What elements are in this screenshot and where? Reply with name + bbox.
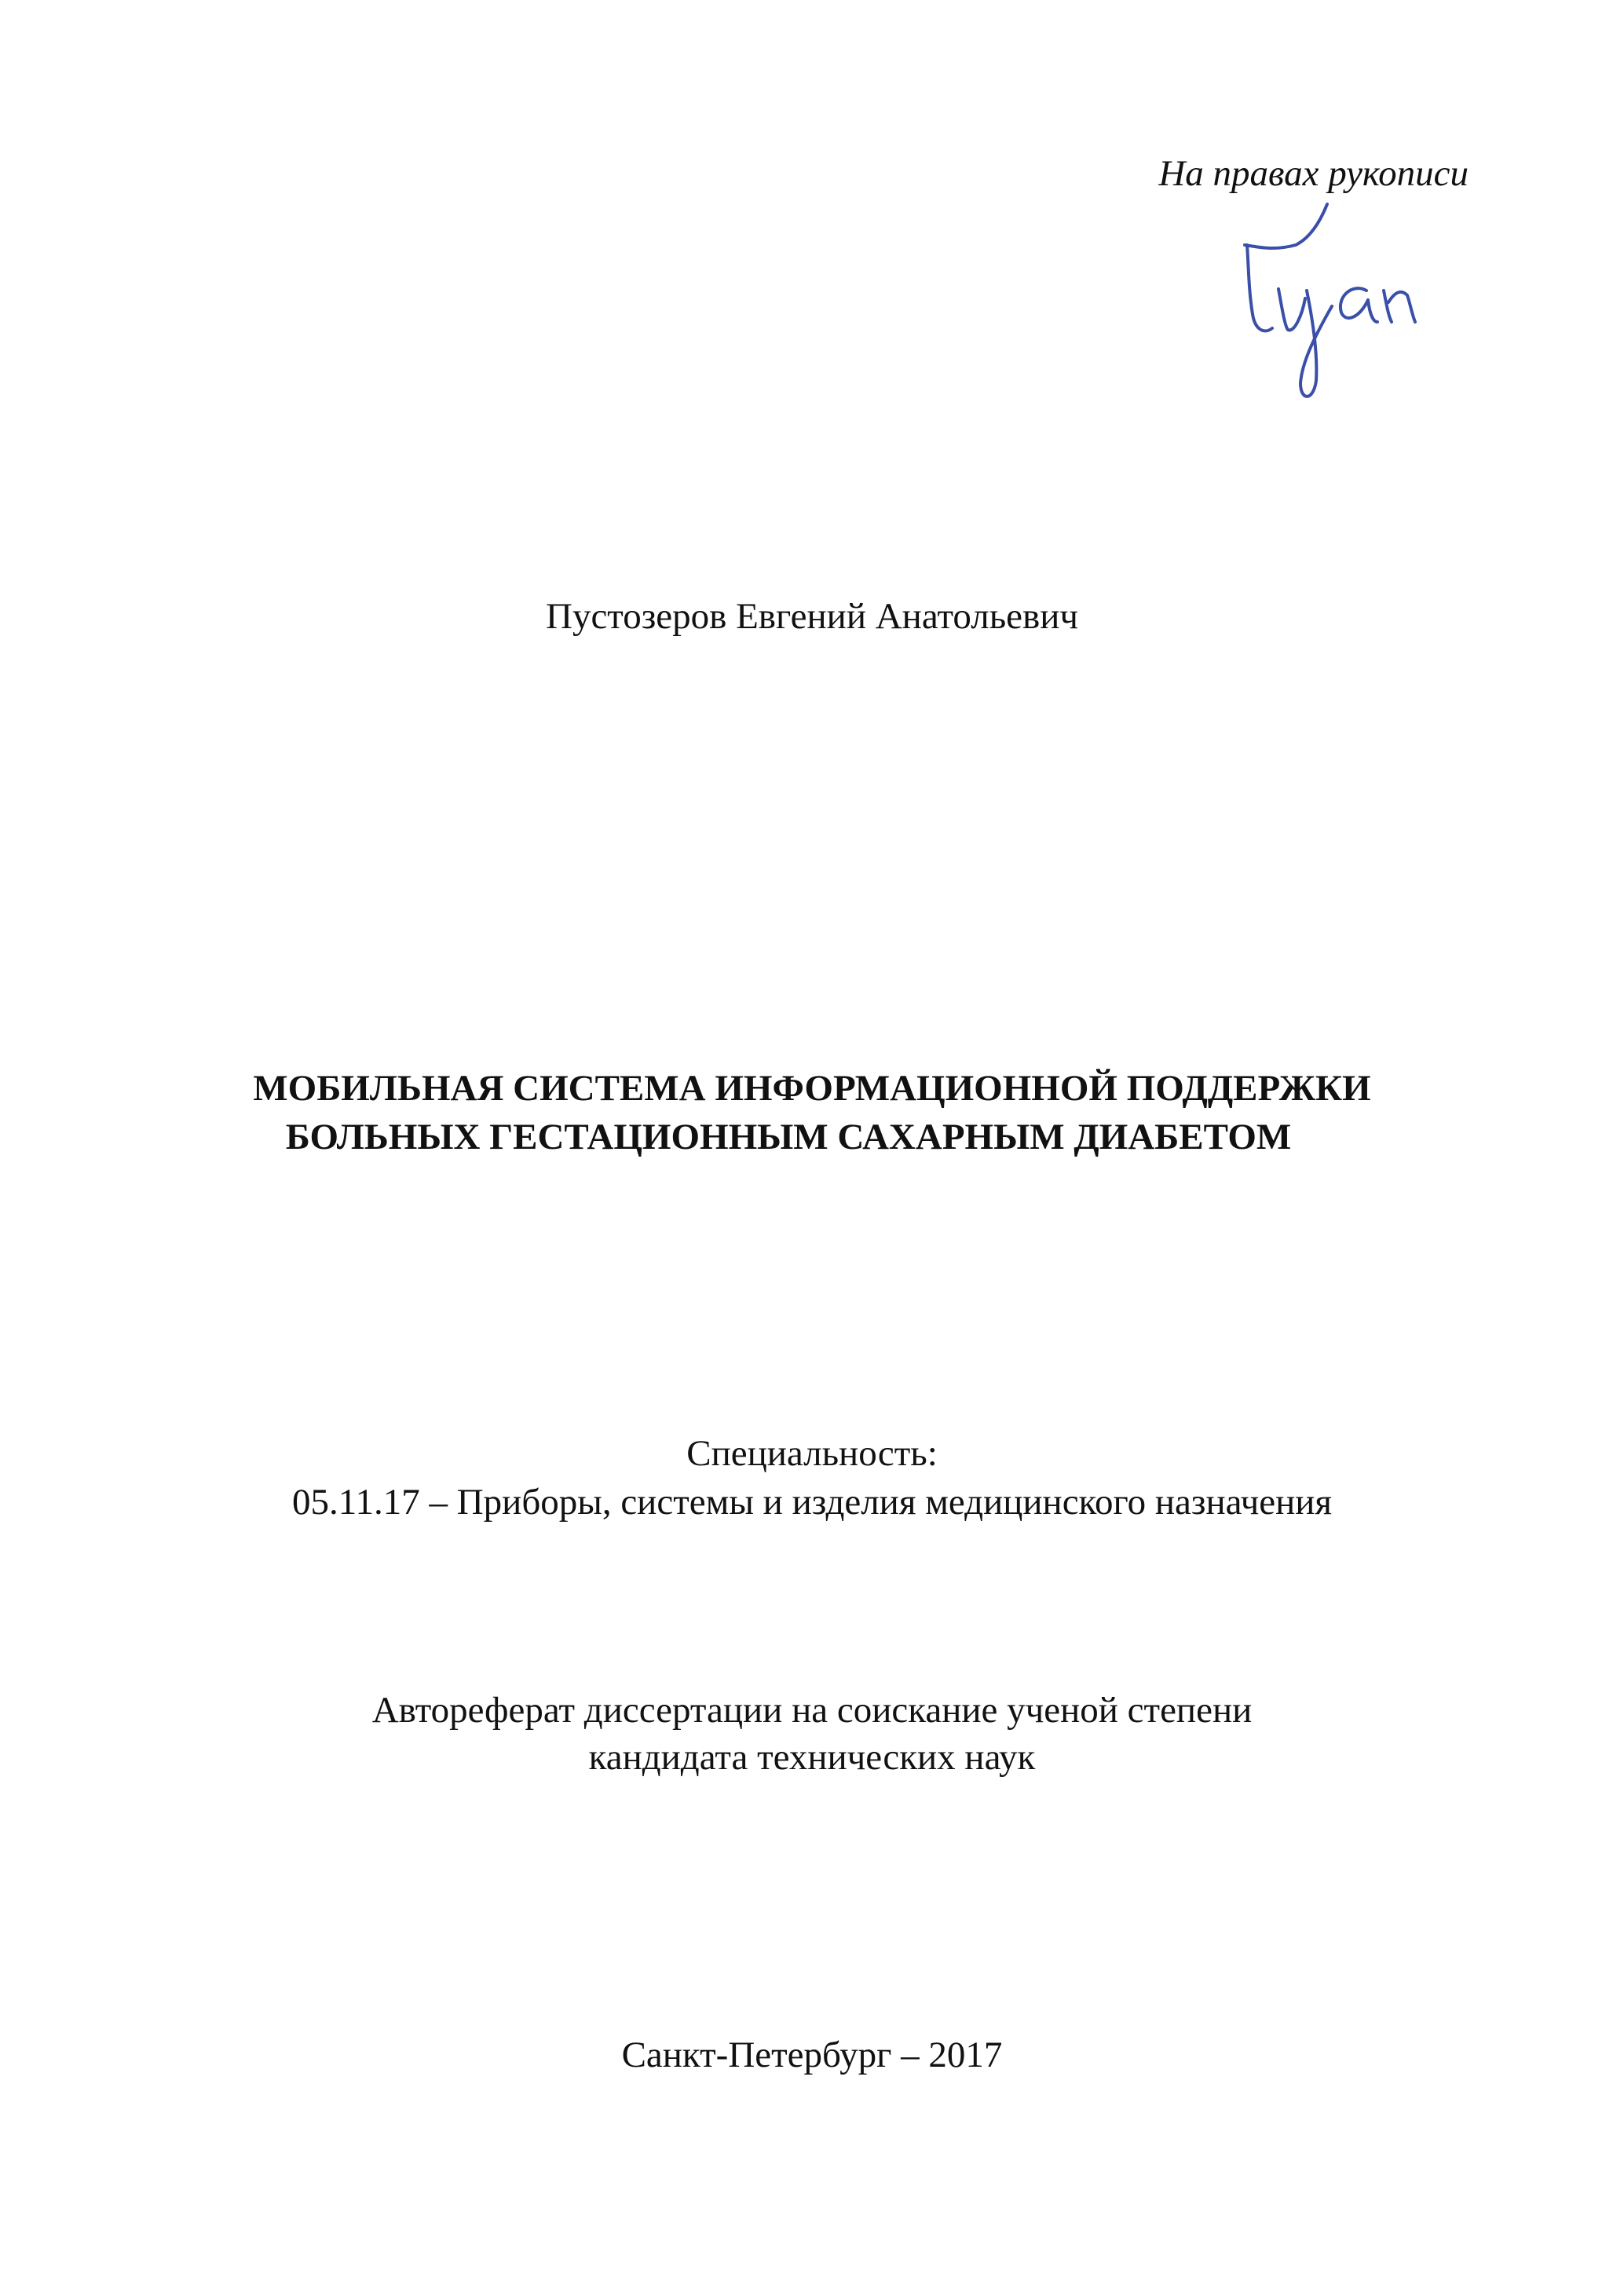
abstract-line-2: кандидата технических наук xyxy=(588,1737,1036,1778)
title-line-2: БОЛЬНЫХ ГЕСТАЦИОННЫМ САХАРНЫМ ДИАБЕТОМ xyxy=(285,1117,1292,1157)
abstract-line-1: Автореферат диссертации на соискание ученой степени xyxy=(371,1690,1253,1731)
handwritten-signature xyxy=(1139,196,1547,416)
rights-note: На правах рукописи xyxy=(1158,153,1469,194)
specialty-block xyxy=(0,1429,1624,1526)
specialty-value: 05.11.17 – Приборы, системы и изделия медицинского назначения xyxy=(291,1482,1332,1523)
city-year: Санкт-Петербург – 2017 xyxy=(621,2035,1003,2075)
dissertation-title xyxy=(0,1064,1624,1161)
abstract-block xyxy=(0,1687,1624,1781)
title-line-1: МОБИЛЬНАЯ СИСТЕМА ИНФОРМАЦИОННОЙ ПОДДЕРЖКИ xyxy=(253,1068,1371,1109)
author-name: Пустозеров Евгений Анатольевич xyxy=(546,596,1078,637)
specialty-label: Специальность: xyxy=(686,1433,938,1474)
